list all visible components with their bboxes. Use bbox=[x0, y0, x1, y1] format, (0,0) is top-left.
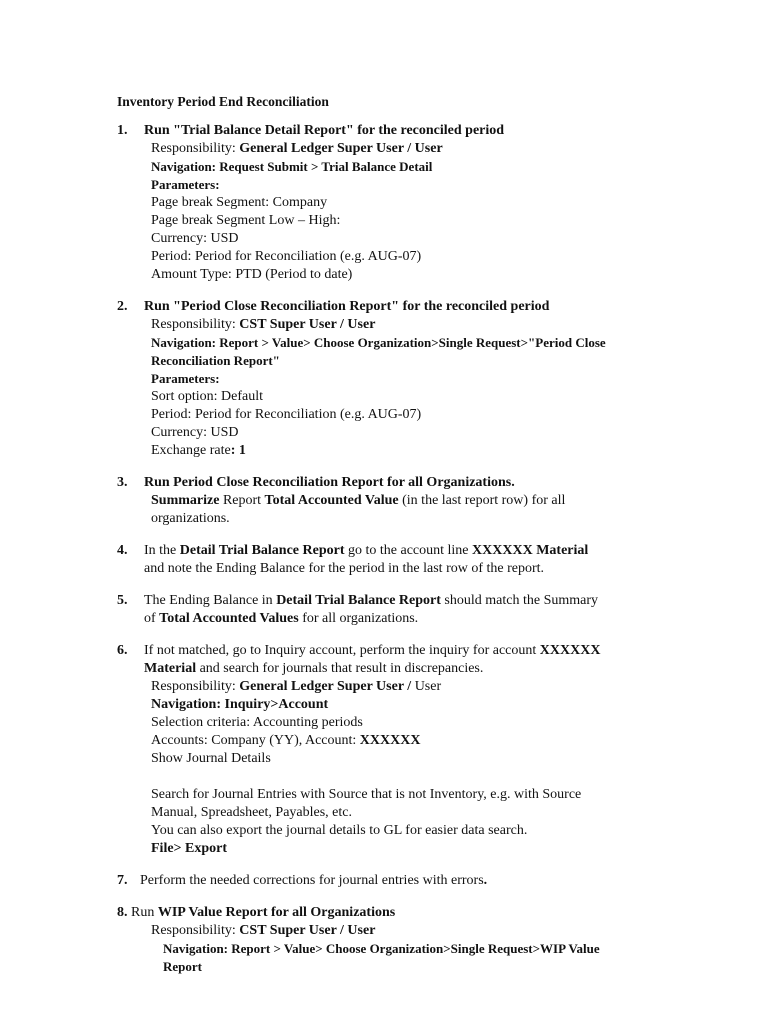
plain-text: In the bbox=[144, 543, 180, 558]
responsibility-label: Responsibility: bbox=[151, 679, 240, 694]
step-details bbox=[144, 678, 737, 858]
parameters-label: Parameters: bbox=[151, 371, 220, 386]
parameter-line: Currency: USD bbox=[151, 425, 239, 440]
step-heading: Run Period Close Reconciliation Report for all Organizations. bbox=[144, 475, 515, 490]
step-1 bbox=[117, 122, 737, 284]
bold-text: Total Accounted Value bbox=[264, 493, 399, 508]
parameter-line: Amount Type: PTD (Period to date) bbox=[151, 267, 353, 282]
step-text bbox=[144, 642, 737, 660]
bold-text: Total Accounted Values bbox=[159, 611, 299, 626]
search-note: Manual, Spreadsheet, Payables, etc. bbox=[151, 805, 352, 820]
step-text bbox=[144, 660, 737, 678]
step-number: 7. bbox=[117, 873, 128, 888]
step-text bbox=[117, 904, 737, 922]
criteria-line: Show Journal Details bbox=[151, 751, 271, 766]
responsibility-label: Responsibility: bbox=[151, 317, 240, 332]
navigation-line-cont: Report bbox=[163, 959, 202, 974]
parameter-line: Period: Period for Reconciliation (e.g. AUG-07) bbox=[151, 249, 422, 264]
plain-text: (in the last report row) for all bbox=[398, 493, 566, 508]
responsibility-line bbox=[151, 922, 737, 940]
bold-text: Detail Trial Balance Report bbox=[276, 593, 441, 608]
exchange-rate-label: Exchange rate bbox=[151, 443, 231, 458]
step-text bbox=[140, 872, 737, 890]
parameter-line: Sort option: Default bbox=[151, 389, 263, 404]
parameter-line: Page break Segment Low – High: bbox=[151, 213, 341, 228]
navigation-line: Navigation: Request Submit > Trial Balance Detail bbox=[151, 159, 433, 174]
plain-text: of bbox=[144, 611, 160, 626]
step-text bbox=[144, 542, 737, 560]
step-number: 5. bbox=[117, 593, 128, 608]
criteria-line: Selection criteria: Accounting periods bbox=[151, 715, 363, 730]
step-text bbox=[151, 492, 737, 510]
responsibility-line bbox=[151, 678, 737, 696]
navigation-block bbox=[117, 940, 737, 976]
step-details bbox=[144, 492, 737, 528]
responsibility-label: Responsibility: bbox=[151, 141, 240, 156]
responsibility-label: Responsibility: bbox=[151, 923, 240, 938]
step-number: 1. bbox=[117, 123, 128, 138]
bold-text: Material bbox=[144, 661, 197, 676]
step-details bbox=[144, 140, 737, 284]
search-note: Search for Journal Entries with Source that is not Inventory, e.g. with Source bbox=[151, 787, 582, 802]
step-6 bbox=[117, 642, 737, 858]
step-details bbox=[144, 316, 737, 460]
accounts-line bbox=[151, 732, 737, 750]
plain-text: Report bbox=[219, 493, 265, 508]
exchange-rate-value: : 1 bbox=[230, 443, 246, 458]
step-4 bbox=[117, 542, 737, 578]
step-8 bbox=[117, 904, 737, 976]
parameter-line: Page break Segment: Company bbox=[151, 195, 328, 210]
step-text bbox=[144, 610, 737, 628]
responsibility-value: CST Super User / User bbox=[239, 923, 376, 938]
plain-text: and search for journals that result in discrepancies. bbox=[196, 661, 484, 676]
navigation-line: Navigation: Report > Value> Choose Organization>Single Request>"Period Close bbox=[151, 335, 606, 350]
spacer bbox=[151, 768, 737, 786]
step-5 bbox=[117, 592, 737, 628]
parameter-line: Period: Period for Reconciliation (e.g. AUG-07) bbox=[151, 407, 422, 422]
step-details bbox=[117, 922, 737, 940]
step-number: 3. bbox=[117, 475, 128, 490]
plain-text: go to the account line bbox=[344, 543, 473, 558]
plain-text: If not matched, go to Inquiry account, perform the inquiry for account bbox=[144, 643, 540, 658]
parameter-line bbox=[151, 442, 737, 460]
step-7 bbox=[117, 872, 737, 890]
navigation-line: Navigation: Report > Value> Choose Organization>Single Request>WIP Value bbox=[163, 941, 600, 956]
bold-text: XXXXXX Material bbox=[472, 543, 589, 558]
plain-text: should match the Summary bbox=[440, 593, 599, 608]
parameters-label: Parameters: bbox=[151, 177, 220, 192]
document-title: Inventory Period End Reconciliation bbox=[117, 94, 329, 109]
step-number: 6. bbox=[117, 643, 128, 658]
step-number: 2. bbox=[117, 299, 128, 314]
document bbox=[117, 93, 737, 990]
step-heading: Run "Trial Balance Detail Report" for the reconciled period bbox=[144, 123, 505, 138]
plain-text: Perform the needed corrections for journal entries with errors bbox=[140, 873, 484, 888]
search-note: You can also export the journal details to GL for easier data search. bbox=[151, 823, 528, 838]
bold-text: WIP Value Report for all Organizations bbox=[157, 905, 396, 920]
responsibility-line bbox=[151, 140, 737, 158]
file-export-line: File> Export bbox=[151, 841, 228, 856]
responsibility-value: General Ledger Super User / User bbox=[239, 141, 443, 156]
step-text: and note the Ending Balance for the period in the last row of the report. bbox=[144, 561, 545, 576]
navigation-line-cont: Reconciliation Report" bbox=[151, 353, 280, 368]
bold-text: XXXXXX bbox=[359, 733, 421, 748]
navigation-line: Navigation: Inquiry>Account bbox=[151, 697, 329, 712]
responsibility-value: CST Super User / User bbox=[239, 317, 376, 332]
bold-text: Detail Trial Balance Report bbox=[179, 543, 345, 558]
bold-text: XXXXXX bbox=[539, 643, 601, 658]
step-heading: Run "Period Close Reconciliation Report" for the reconciled period bbox=[144, 299, 550, 314]
responsibility-tail: User bbox=[411, 679, 442, 694]
step-3 bbox=[117, 474, 737, 528]
parameter-line: Currency: USD bbox=[151, 231, 239, 246]
plain-text: The Ending Balance in bbox=[144, 593, 277, 608]
plain-text: for all organizations. bbox=[298, 611, 419, 626]
plain-text: Accounts: Company (YY), Account: bbox=[151, 733, 360, 748]
step-number: 4. bbox=[117, 543, 128, 558]
step-text bbox=[144, 592, 737, 610]
bold-text: Summarize bbox=[151, 493, 220, 508]
plain-text: Run bbox=[127, 905, 158, 920]
step-text: organizations. bbox=[151, 511, 230, 526]
step-2 bbox=[117, 298, 737, 460]
step-number: 8. bbox=[117, 905, 128, 920]
responsibility-value: General Ledger Super User / bbox=[239, 679, 412, 694]
responsibility-line bbox=[151, 316, 737, 334]
bold-text: . bbox=[483, 873, 488, 888]
